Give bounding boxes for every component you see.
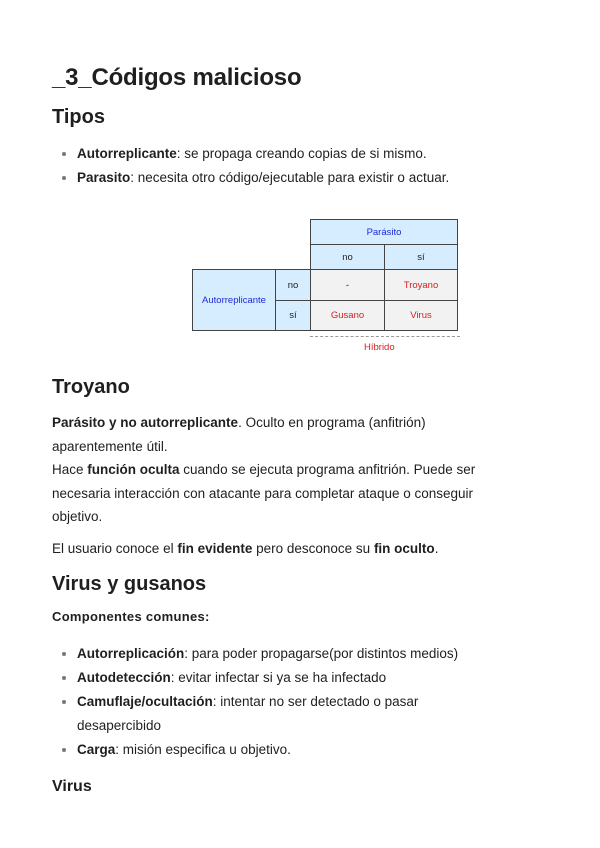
col-header-parasito: Parásito: [310, 219, 458, 245]
cell-virus: Virus: [384, 300, 458, 331]
cell-gusano: Gusano: [310, 300, 385, 331]
description-continued: desapercibido: [77, 718, 162, 733]
row-header-no: no: [275, 269, 311, 301]
term: Parasito: [77, 170, 131, 185]
text: .: [434, 541, 439, 556]
troyano-paragraph-2: [52, 537, 438, 561]
cell-no-no: -: [310, 269, 385, 301]
diagram-divider: [310, 336, 460, 341]
text: aparentemente útil.: [52, 438, 168, 454]
list-item: [52, 738, 458, 762]
list-item: [52, 642, 458, 666]
section-heading-virus: Virus: [52, 778, 92, 795]
text: cuando se ejecuta programa anfitrión. Puede ser: [179, 462, 476, 477]
components-list: [52, 642, 458, 762]
section-heading-virus-gusanos: Virus y gusanos: [52, 573, 207, 595]
description: : evitar infectar si ya se ha infectado: [170, 670, 387, 685]
bullet-icon: [62, 700, 66, 704]
bold-text: fin evidente: [177, 541, 253, 556]
text: pero desconoce su: [252, 541, 374, 556]
bold-text: Parásito y no autorreplicante: [52, 415, 239, 430]
page-title: _3_Códigos malicioso: [52, 64, 302, 91]
description: : se propaga creando copias de si mismo.: [176, 146, 427, 161]
classification-diagram: [192, 219, 458, 359]
term: Autorreplicante: [77, 146, 177, 161]
list-item: [52, 166, 449, 190]
bullet-icon: [62, 152, 66, 156]
troyano-paragraph: [52, 411, 475, 529]
text: . Oculto en programa (anfitrión): [238, 415, 426, 430]
section-heading-tipos: Tipos: [52, 106, 105, 128]
row-header-autorreplicante: Autorreplicante: [192, 269, 276, 331]
bullet-icon: [62, 652, 66, 656]
description: : intentar no ser detectado o pasar: [212, 694, 419, 709]
components-heading: Componentes comunes:: [52, 609, 210, 624]
row-header-si: sí: [275, 300, 311, 331]
section-heading-troyano: Troyano: [52, 376, 130, 398]
col-header-no: no: [310, 244, 385, 270]
list-item: [52, 690, 458, 738]
caption-hibrido: Híbrido: [364, 342, 395, 353]
cell-troyano: Troyano: [384, 269, 458, 301]
bullet-icon: [62, 676, 66, 680]
list-item: [52, 666, 458, 690]
text: necesaria interacción con atacante para completar ataque o conseguir: [52, 485, 474, 501]
bold-text: fin oculto: [373, 541, 435, 556]
text: objetivo.: [52, 509, 103, 524]
term: Carga: [77, 742, 116, 757]
description: : para poder propagarse(por distintos medios): [184, 646, 459, 661]
term: Camuflaje/ocultación: [77, 694, 213, 709]
bullet-icon: [62, 176, 66, 180]
bullet-icon: [62, 748, 66, 752]
text: Hace: [52, 462, 88, 477]
description: : misión especifica u objetivo.: [115, 742, 291, 757]
bold-text: función oculta: [87, 462, 180, 477]
text: El usuario conoce el: [52, 541, 178, 556]
description: : necesita otro código/ejecutable para existir o actuar.: [130, 170, 450, 185]
term: Autorreplicación: [77, 646, 185, 661]
list-item: [52, 142, 449, 166]
col-header-si: sí: [384, 244, 458, 270]
term: Autodetección: [77, 670, 171, 685]
tipos-list: [52, 142, 449, 190]
